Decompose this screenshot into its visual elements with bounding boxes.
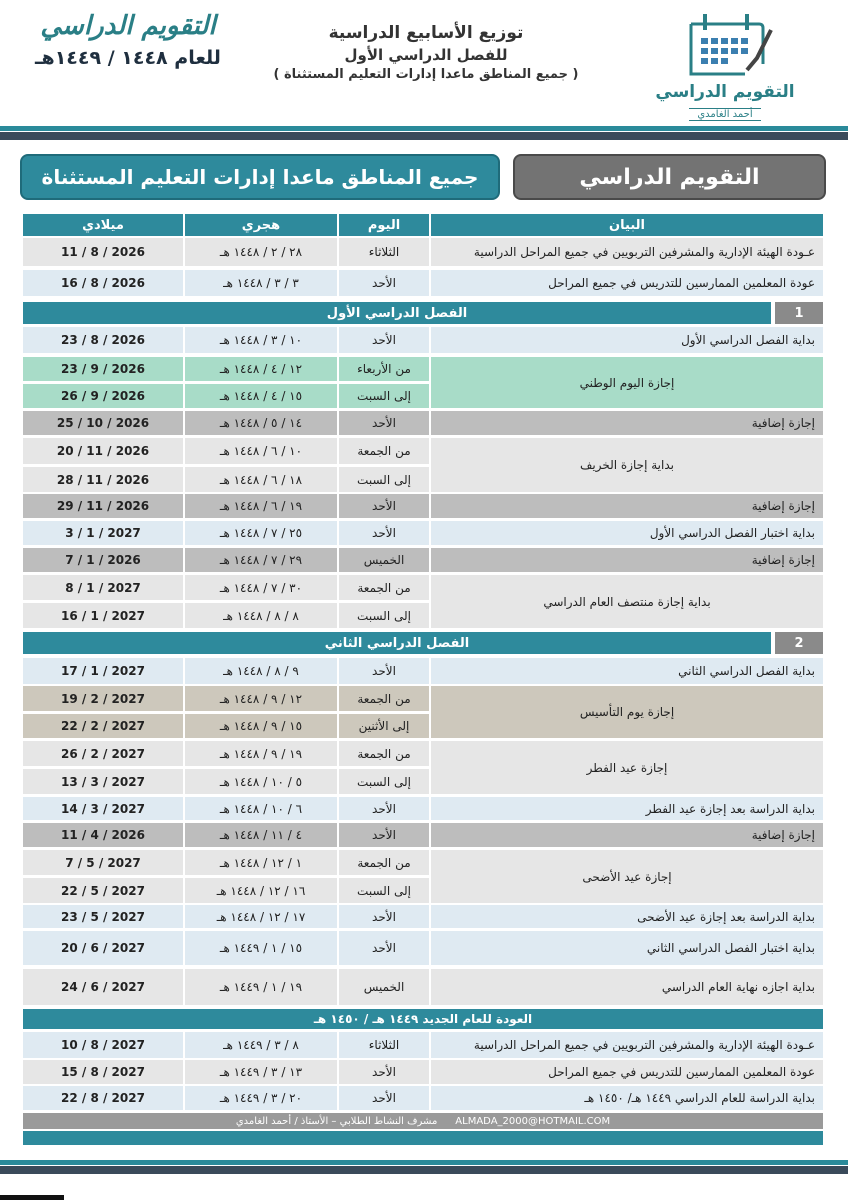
- footer-stripe-dark: [0, 1166, 848, 1174]
- row-desc: إجازة إضافية: [431, 411, 823, 435]
- merged-desc-fitr: إجازة عيد الفطر: [431, 741, 823, 794]
- calendar-icon: [673, 8, 777, 80]
- row-desc: إجازة إضافية: [431, 823, 823, 847]
- row-greg: 8 / 1 / 2027: [23, 575, 185, 600]
- row-hijri: ٥ / ١٠ / ١٤٤٨ هـ: [185, 769, 339, 794]
- table-row: [23, 823, 823, 847]
- calligraphy-title: التقويم الدراسي: [40, 11, 216, 41]
- row-hijri: ١٩ / ٩ / ١٤٤٨ هـ: [185, 741, 339, 766]
- row-greg: 11 / 8 / 2026: [23, 238, 185, 266]
- year-label: للعام ١٤٤٨ / ١٤٤٩هـ: [35, 46, 221, 69]
- table-row: [23, 931, 823, 965]
- row-greg: 20 / 11 / 2026: [23, 438, 185, 464]
- row-day: من الجمعة: [339, 438, 431, 464]
- row-day: الأحد: [339, 931, 431, 965]
- header-stripe-dark: [0, 132, 848, 140]
- row-day: إلى الأثنين: [339, 714, 431, 738]
- row-hijri: ١٠ / ٣ / ١٤٤٨ هـ: [185, 327, 339, 353]
- row-day: الأحد: [339, 797, 431, 820]
- merged-desc-midyear: بداية إجازة منتصف العام الدراسي: [431, 575, 823, 628]
- row-hijri: ١٩ / ١ / ١٤٤٩ هـ: [185, 969, 339, 1005]
- row-hijri: ١٨ / ٦ / ١٤٤٨ هـ: [185, 467, 339, 492]
- row-hijri: ٢٠ / ٣ / ١٤٤٩ هـ: [185, 1086, 339, 1110]
- row-greg: 14 / 3 / 2027: [23, 797, 185, 820]
- section-header-2: [23, 632, 823, 654]
- table-row: [23, 494, 823, 518]
- row-greg: 3 / 1 / 2027: [23, 521, 185, 545]
- row-day: من الجمعة: [339, 850, 431, 875]
- row-hijri: ١٩ / ٦ / ١٤٤٨ هـ: [185, 494, 339, 518]
- row-desc: بداية اختبار الفصل الدراسي الأول: [431, 521, 823, 545]
- table-row: [23, 411, 823, 435]
- row-hijri: ٨ / ٣ / ١٤٤٩ هـ: [185, 1032, 339, 1058]
- table-header-row: [23, 214, 823, 236]
- row-greg: 26 / 2 / 2027: [23, 741, 185, 766]
- row-hijri: ٩ / ٨ / ١٤٤٨ هـ: [185, 658, 339, 684]
- row-day: الأحد: [339, 823, 431, 847]
- merged-desc-national-day: إجازة اليوم الوطني: [431, 357, 823, 408]
- row-hijri: ٢٨ / ٢ / ١٤٤٨ هـ: [185, 238, 339, 266]
- table-row: [23, 797, 823, 820]
- row-day: إلى السبت: [339, 603, 431, 628]
- table-row: [23, 327, 823, 353]
- row-greg: 7 / 5 / 2027: [23, 850, 185, 875]
- section-number: 1: [775, 302, 823, 324]
- table-row: [23, 270, 823, 296]
- row-hijri: ٦ / ١٠ / ١٤٤٨ هـ: [185, 797, 339, 820]
- row-greg: 23 / 9 / 2026: [23, 357, 185, 381]
- table-row: [23, 1086, 823, 1110]
- row-greg: 16 / 8 / 2026: [23, 270, 185, 296]
- row-day: إلى السبت: [339, 878, 431, 903]
- row-greg: 26 / 9 / 2026: [23, 384, 185, 408]
- column-header-desc: البيان: [431, 214, 823, 236]
- brand-name: التقويم الدراسي: [655, 82, 795, 102]
- table-row: [23, 905, 823, 928]
- footer-supervisor: مشرف النشاط الطلابي – الأستاذ / أحمد الغامدي: [235, 1115, 438, 1127]
- footer-accent-bar: [23, 1131, 823, 1145]
- row-hijri: ١٥ / ١ / ١٤٤٩ هـ: [185, 931, 339, 965]
- footer-credit-bar: [23, 1113, 823, 1129]
- table-row: [23, 548, 823, 572]
- table-row: [23, 1060, 823, 1084]
- table-row: [23, 238, 823, 266]
- footer-stripe: [0, 1160, 848, 1165]
- column-header-hijri: هجري: [185, 214, 339, 236]
- row-greg: 23 / 8 / 2026: [23, 327, 185, 353]
- row-desc: بداية اجازه نهاية العام الدراسي: [431, 969, 823, 1005]
- row-hijri: ١٥ / ٤ / ١٤٤٨ هـ: [185, 384, 339, 408]
- header-stripe: [0, 126, 848, 131]
- row-desc: إجازة إضافية: [431, 494, 823, 518]
- row-desc: إجازة إضافية: [431, 548, 823, 572]
- row-desc: عـودة الهيئة الإدارية والمشرفين التربويين في جميع المراحل الدراسية: [431, 1032, 823, 1058]
- row-greg: 25 / 10 / 2026: [23, 411, 185, 435]
- row-desc: بداية الدراسة للعام الدراسي ١٤٤٩ هـ/ ١٤٥٠ هـ: [431, 1086, 823, 1110]
- row-day: إلى السبت: [339, 384, 431, 408]
- calendar-title-box: التقويم الدراسي: [513, 154, 826, 200]
- row-hijri: ٢٩ / ٧ / ١٤٤٨ هـ: [185, 548, 339, 572]
- row-desc: عودة المعلمين الممارسين للتدريس في جميع المراحل: [431, 270, 823, 296]
- row-hijri: ١٦ / ١٢ / ١٤٤٨ هـ: [185, 878, 339, 903]
- section-title: الفصل الدراسي الأول: [23, 302, 771, 324]
- row-hijri: ٨ / ٨ / ١٤٤٨ هـ: [185, 603, 339, 628]
- row-day: الأحد: [339, 494, 431, 518]
- row-day: الأحد: [339, 270, 431, 296]
- row-hijri: ٣٠ / ٧ / ١٤٤٨ هـ: [185, 575, 339, 600]
- row-hijri: ١ / ١٢ / ١٤٤٨ هـ: [185, 850, 339, 875]
- table-row: [23, 1032, 823, 1058]
- row-desc: بداية اختبار الفصل الدراسي الثاني: [431, 931, 823, 965]
- row-day: الأحد: [339, 411, 431, 435]
- row-hijri: ٢٥ / ٧ / ١٤٤٨ هـ: [185, 521, 339, 545]
- row-greg: 29 / 11 / 2026: [23, 494, 185, 518]
- row-greg: 15 / 8 / 2027: [23, 1060, 185, 1084]
- row-greg: 11 / 4 / 2026: [23, 823, 185, 847]
- row-greg: 22 / 8 / 2027: [23, 1086, 185, 1110]
- row-greg: 16 / 1 / 2027: [23, 603, 185, 628]
- row-hijri: ١٤ / ٥ / ١٤٤٨ هـ: [185, 411, 339, 435]
- row-day: من الجمعة: [339, 686, 431, 711]
- row-greg: 22 / 2 / 2027: [23, 714, 185, 738]
- row-day: الثلاثاء: [339, 238, 431, 266]
- row-greg: 19 / 2 / 2027: [23, 686, 185, 711]
- row-day: من الأربعاء: [339, 357, 431, 381]
- row-greg: 7 / 1 / 2026: [23, 548, 185, 572]
- row-hijri: ١٥ / ٩ / ١٤٤٨ هـ: [185, 714, 339, 738]
- row-day: الأحد: [339, 327, 431, 353]
- column-header-greg: ميلادي: [23, 214, 185, 236]
- row-day: إلى السبت: [339, 769, 431, 794]
- row-day: الأحد: [339, 658, 431, 684]
- row-hijri: ٤ / ١١ / ١٤٤٨ هـ: [185, 823, 339, 847]
- table-row: [23, 658, 823, 684]
- row-desc: بداية الدراسة بعد إجازة عيد الأضحى: [431, 905, 823, 928]
- row-hijri: ١٢ / ٤ / ١٤٤٨ هـ: [185, 357, 339, 381]
- row-desc: بداية الفصل الدراسي الأول: [431, 327, 823, 353]
- row-greg: 17 / 1 / 2027: [23, 658, 185, 684]
- row-hijri: ١٧ / ١٢ / ١٤٤٨ هـ: [185, 905, 339, 928]
- brand-logo: [640, 8, 810, 121]
- row-hijri: ١٣ / ٣ / ١٤٤٩ هـ: [185, 1060, 339, 1084]
- merged-desc-adha: إجازة عيد الأضحى: [431, 850, 823, 903]
- merged-desc-founding: إجازة يوم التأسيس: [431, 686, 823, 738]
- row-day: الخميس: [339, 548, 431, 572]
- row-greg: 20 / 6 / 2027: [23, 931, 185, 965]
- row-day: الثلاثاء: [339, 1032, 431, 1058]
- header-line-2: للفصل الدراسي الأول: [344, 45, 508, 64]
- row-greg: 24 / 6 / 2027: [23, 969, 185, 1005]
- region-title-box: جميع المناطق ماعدا إدارات التعليم المستثناة: [20, 154, 500, 200]
- row-greg: 28 / 11 / 2026: [23, 467, 185, 492]
- row-hijri: ٣ / ٣ / ١٤٤٨ هـ: [185, 270, 339, 296]
- table-row: [23, 969, 823, 1005]
- calligraphy-logo: [28, 12, 228, 69]
- row-greg: 13 / 3 / 2027: [23, 769, 185, 794]
- section-title: الفصل الدراسي الثاني: [23, 632, 771, 654]
- section-number: 2: [775, 632, 823, 654]
- footer-email: ALMADA_2000@HOTMAIL.COM: [455, 1115, 611, 1127]
- column-header-day: اليوم: [339, 214, 431, 236]
- row-desc: بداية الدراسة بعد إجازة عيد الفطر: [431, 797, 823, 820]
- table-row: [23, 521, 823, 545]
- row-day: من الجمعة: [339, 575, 431, 600]
- row-day: الخميس: [339, 969, 431, 1005]
- row-hijri: ١٢ / ٩ / ١٤٤٨ هـ: [185, 686, 339, 711]
- row-greg: 10 / 8 / 2027: [23, 1032, 185, 1058]
- row-day: الأحد: [339, 521, 431, 545]
- row-day: الأحد: [339, 905, 431, 928]
- row-day: من الجمعة: [339, 741, 431, 766]
- row-hijri: ١٠ / ٦ / ١٤٤٨ هـ: [185, 438, 339, 464]
- row-greg: 22 / 5 / 2027: [23, 878, 185, 903]
- row-desc: عودة المعلمين الممارسين للتدريس في جميع المراحل: [431, 1060, 823, 1084]
- row-greg: 23 / 5 / 2027: [23, 905, 185, 928]
- brand-author: أحمد الغامدي: [689, 108, 760, 121]
- header-line-1: توزيع الأسابيع الدراسية: [328, 23, 524, 43]
- row-desc: بداية الفصل الدراسي الثاني: [431, 658, 823, 684]
- row-desc: عـودة الهيئة الإدارية والمشرفين التربويين في جميع المراحل الدراسية: [431, 238, 823, 266]
- row-day: إلى السبت: [339, 467, 431, 492]
- header-center-text: [236, 22, 616, 84]
- return-section-header: العودة للعام الجديد ١٤٤٩ هـ / ١٤٥٠ هـ: [23, 1009, 823, 1029]
- section-header-1: [23, 302, 823, 324]
- row-day: الأحد: [339, 1060, 431, 1084]
- merged-desc-autumn: بداية إجازة الخريف: [431, 438, 823, 492]
- row-day: الأحد: [339, 1086, 431, 1110]
- corner-mark: [0, 1195, 64, 1200]
- header-line-3: ( جميع المناطق ماعدا إدارات التعليم المستثناة ): [273, 66, 579, 82]
